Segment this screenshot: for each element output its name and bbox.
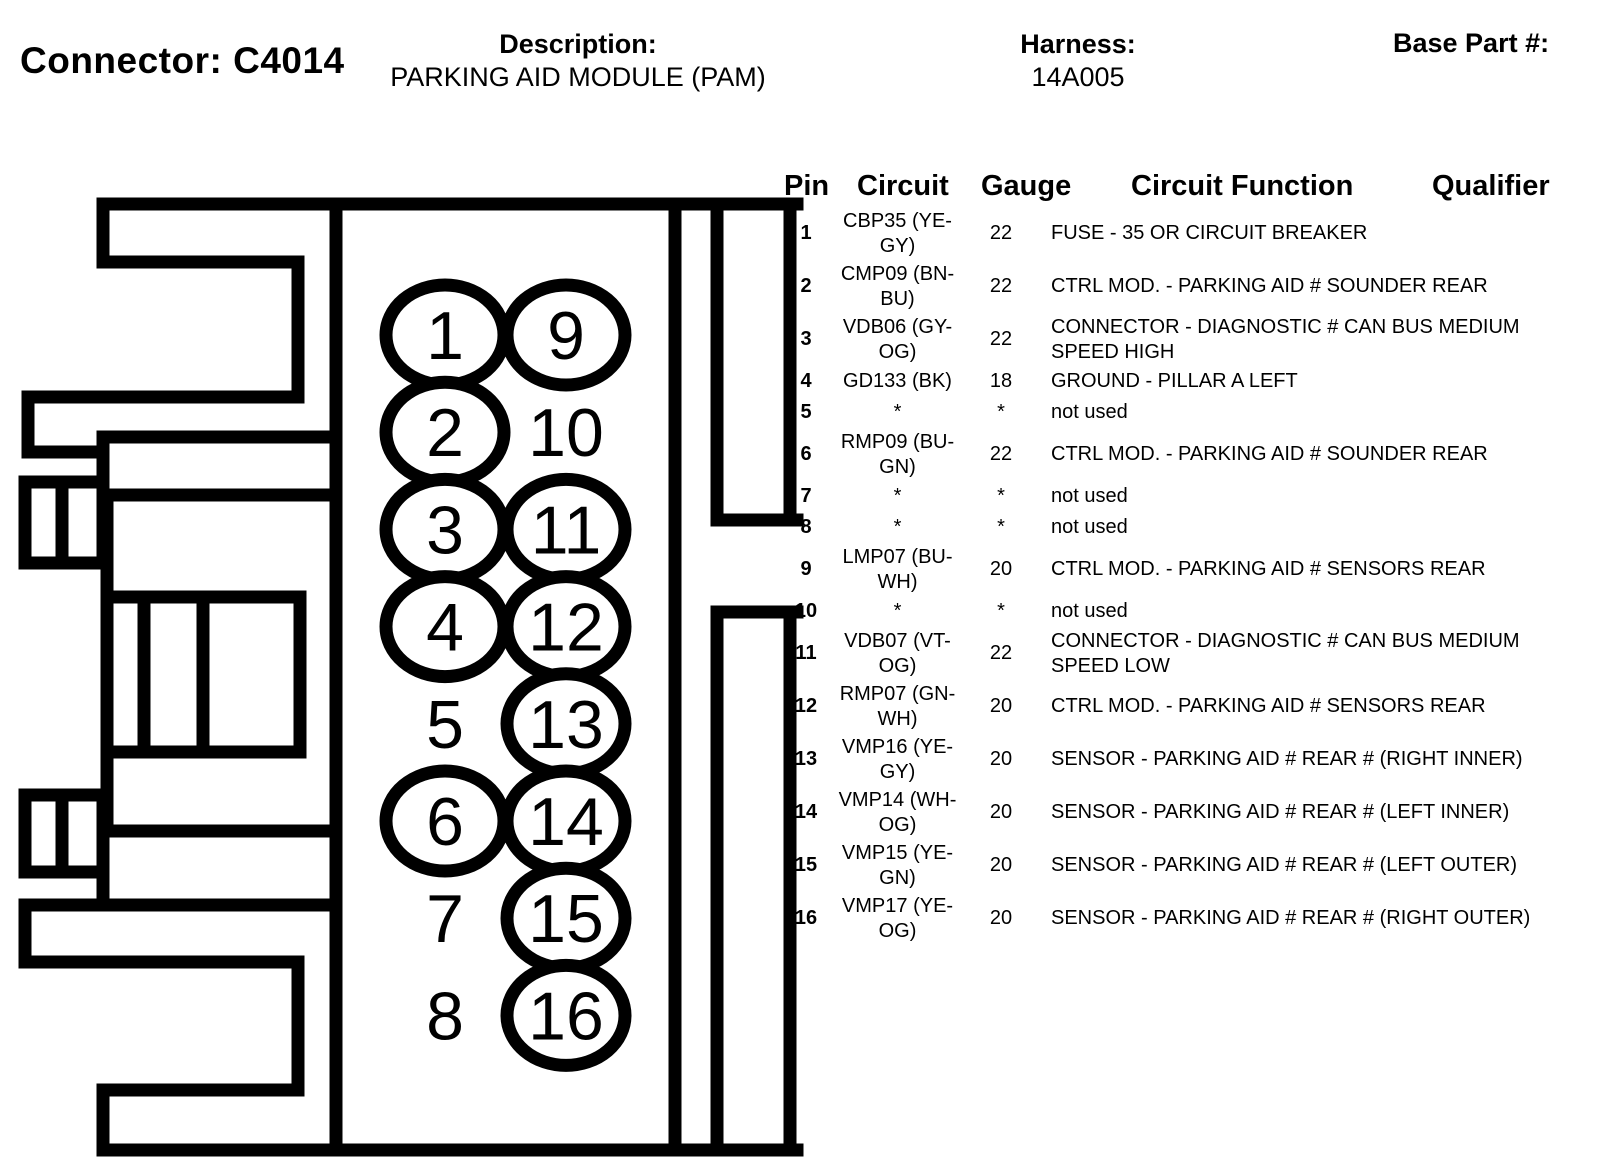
function-cell: CTRL MOD. - PARKING AID # SENSORS REAR <box>1051 558 1486 580</box>
harness-value: 14A005 <box>1031 62 1125 92</box>
gauge-cell: 20 <box>989 801 1013 823</box>
function-cell: CTRL MOD. - PARKING AID # SOUNDER REAR <box>1051 275 1488 297</box>
circuit-cell: LMP07 (BU-WH) <box>842 545 953 593</box>
gauge-cell: 20 <box>989 907 1013 929</box>
gauge-cell: * <box>997 600 1005 622</box>
pin-cell: 4 <box>800 370 812 392</box>
gauge-cell: 20 <box>989 748 1013 770</box>
gauge-cell: 18 <box>989 370 1013 392</box>
pin-number: 7 <box>426 881 464 958</box>
function-cell: CTRL MOD. - PARKING AID # SOUNDER REAR <box>1051 443 1488 465</box>
function-cell: SENSOR - PARKING AID # REAR # (LEFT INNER) <box>1051 801 1510 823</box>
pin-cell: 9 <box>800 558 812 580</box>
gauge-cell: 20 <box>989 854 1013 876</box>
pin-number: 5 <box>426 686 464 763</box>
function-cell: GROUND - PILLAR A LEFT <box>1051 370 1298 392</box>
circuit-cell: * <box>893 516 902 538</box>
table-row <box>778 366 1588 397</box>
table-row <box>778 313 1588 366</box>
circuit-cell: * <box>893 485 902 507</box>
circuit-cell: VMP16 (YE-GY) <box>841 735 954 783</box>
pin-cell: 7 <box>800 485 812 507</box>
pin-table <box>778 207 1588 945</box>
circuit-cell: VMP15 (YE-GN) <box>841 841 954 889</box>
pin-number: 16 <box>528 978 604 1055</box>
pin-grid <box>386 285 625 1065</box>
function-cell: not used <box>1051 600 1128 622</box>
harness-block <box>978 28 1178 94</box>
gauge-cell: 20 <box>989 695 1013 717</box>
pin-number: 8 <box>426 978 464 1055</box>
circuit-cell: GD133 (BK) <box>843 370 952 392</box>
pin-cell: 14 <box>794 801 818 823</box>
table-row <box>778 786 1588 839</box>
pin-number: 12 <box>528 589 604 666</box>
pin-number: 3 <box>426 492 464 569</box>
gauge-cell: 22 <box>989 275 1013 297</box>
circuit-cell: RMP07 (GN-WH) <box>839 682 956 730</box>
pin-number: 14 <box>528 784 604 860</box>
table-row <box>778 627 1588 680</box>
table-row <box>778 839 1588 892</box>
table-row <box>778 733 1588 786</box>
circuit-cell: VDB06 (GY-OG) <box>842 315 953 363</box>
circuit-cell: * <box>893 401 902 423</box>
function-cell: CONNECTOR - DIAGNOSTIC # CAN BUS MEDIUM SPEED LOW <box>1051 629 1520 677</box>
pin-number: 2 <box>426 395 464 472</box>
harness-label: Harness: <box>1020 29 1136 59</box>
function-cell: CTRL MOD. - PARKING AID # SENSORS REAR <box>1051 695 1486 717</box>
pin-cell: 12 <box>794 695 818 717</box>
pin-cell: 8 <box>800 516 812 538</box>
table-row <box>778 596 1588 627</box>
table-row <box>778 207 1588 260</box>
gauge-cell: 22 <box>989 642 1013 664</box>
pin-cell: 11 <box>795 642 817 664</box>
pin-cell: 6 <box>800 443 812 465</box>
function-cell: not used <box>1051 516 1128 538</box>
table-row <box>778 680 1588 733</box>
gauge-cell: * <box>997 516 1005 538</box>
circuit-cell: VMP14 (WH-OG) <box>838 788 957 836</box>
gauge-cell: 22 <box>989 222 1013 244</box>
function-cell: CONNECTOR - DIAGNOSTIC # CAN BUS MEDIUM SPEED HIGH <box>1051 315 1520 363</box>
gauge-cell: 22 <box>989 443 1013 465</box>
gauge-cell: 22 <box>989 328 1013 350</box>
pin-number: 11 <box>530 492 602 569</box>
pin-number: 13 <box>528 686 604 763</box>
table-row <box>778 260 1588 313</box>
circuit-cell: RMP09 (BU-GN) <box>840 430 955 478</box>
function-cell: not used <box>1051 485 1128 507</box>
pin-number: 15 <box>528 881 604 958</box>
table-row <box>778 397 1588 428</box>
table-row <box>778 543 1588 596</box>
pin-cell: 1 <box>800 222 812 244</box>
pin-number: 9 <box>547 298 585 374</box>
connector-title: Connector: C4014 <box>20 40 345 81</box>
circuit-cell: CMP09 (BN-BU) <box>840 262 955 310</box>
function-cell: not used <box>1051 401 1128 423</box>
pin-cell: 2 <box>800 275 812 297</box>
description-label: Description: <box>499 29 657 59</box>
column-header-gauge: Gauge <box>981 170 1072 202</box>
pin-cell: 16 <box>794 907 818 929</box>
circuit-cell: VMP17 (YE-OG) <box>841 894 954 942</box>
pin-number: 10 <box>528 395 604 472</box>
pin-cell: 10 <box>794 600 818 622</box>
pin-cell: 13 <box>794 748 818 770</box>
column-header-qualifier: Qualifier <box>1432 170 1550 202</box>
table-row <box>778 512 1588 543</box>
pin-number: 4 <box>426 589 464 666</box>
circuit-cell: * <box>893 600 902 622</box>
pin-cell: 15 <box>794 854 818 876</box>
function-cell: FUSE - 35 OR CIRCUIT BREAKER <box>1051 222 1368 244</box>
pin-cell: 3 <box>800 328 812 350</box>
description-value: PARKING AID MODULE (PAM) <box>390 62 766 92</box>
pin-number: 1 <box>426 298 464 374</box>
gauge-cell: * <box>997 401 1005 423</box>
circuit-cell: CBP35 (YE-GY) <box>843 209 952 257</box>
base-part-label: Base Part #: <box>1393 28 1550 58</box>
column-header-pin: Pin <box>784 170 830 202</box>
pin-cell: 5 <box>800 401 812 423</box>
circuit-cell: VDB07 (VT-OG) <box>844 629 951 677</box>
pin-number: 6 <box>426 784 464 860</box>
table-row <box>778 481 1588 512</box>
gauge-cell: 20 <box>989 558 1013 580</box>
column-header-function: Circuit Function <box>1131 170 1354 202</box>
function-cell: SENSOR - PARKING AID # REAR # (RIGHT OUTER) <box>1051 907 1531 929</box>
function-cell: SENSOR - PARKING AID # REAR # (LEFT OUTER) <box>1051 854 1518 876</box>
table-row <box>778 892 1588 945</box>
column-header-circuit: Circuit <box>857 170 949 202</box>
gauge-cell: * <box>997 485 1005 507</box>
table-row <box>778 428 1588 481</box>
function-cell: SENSOR - PARKING AID # REAR # (RIGHT INNER) <box>1051 748 1523 770</box>
